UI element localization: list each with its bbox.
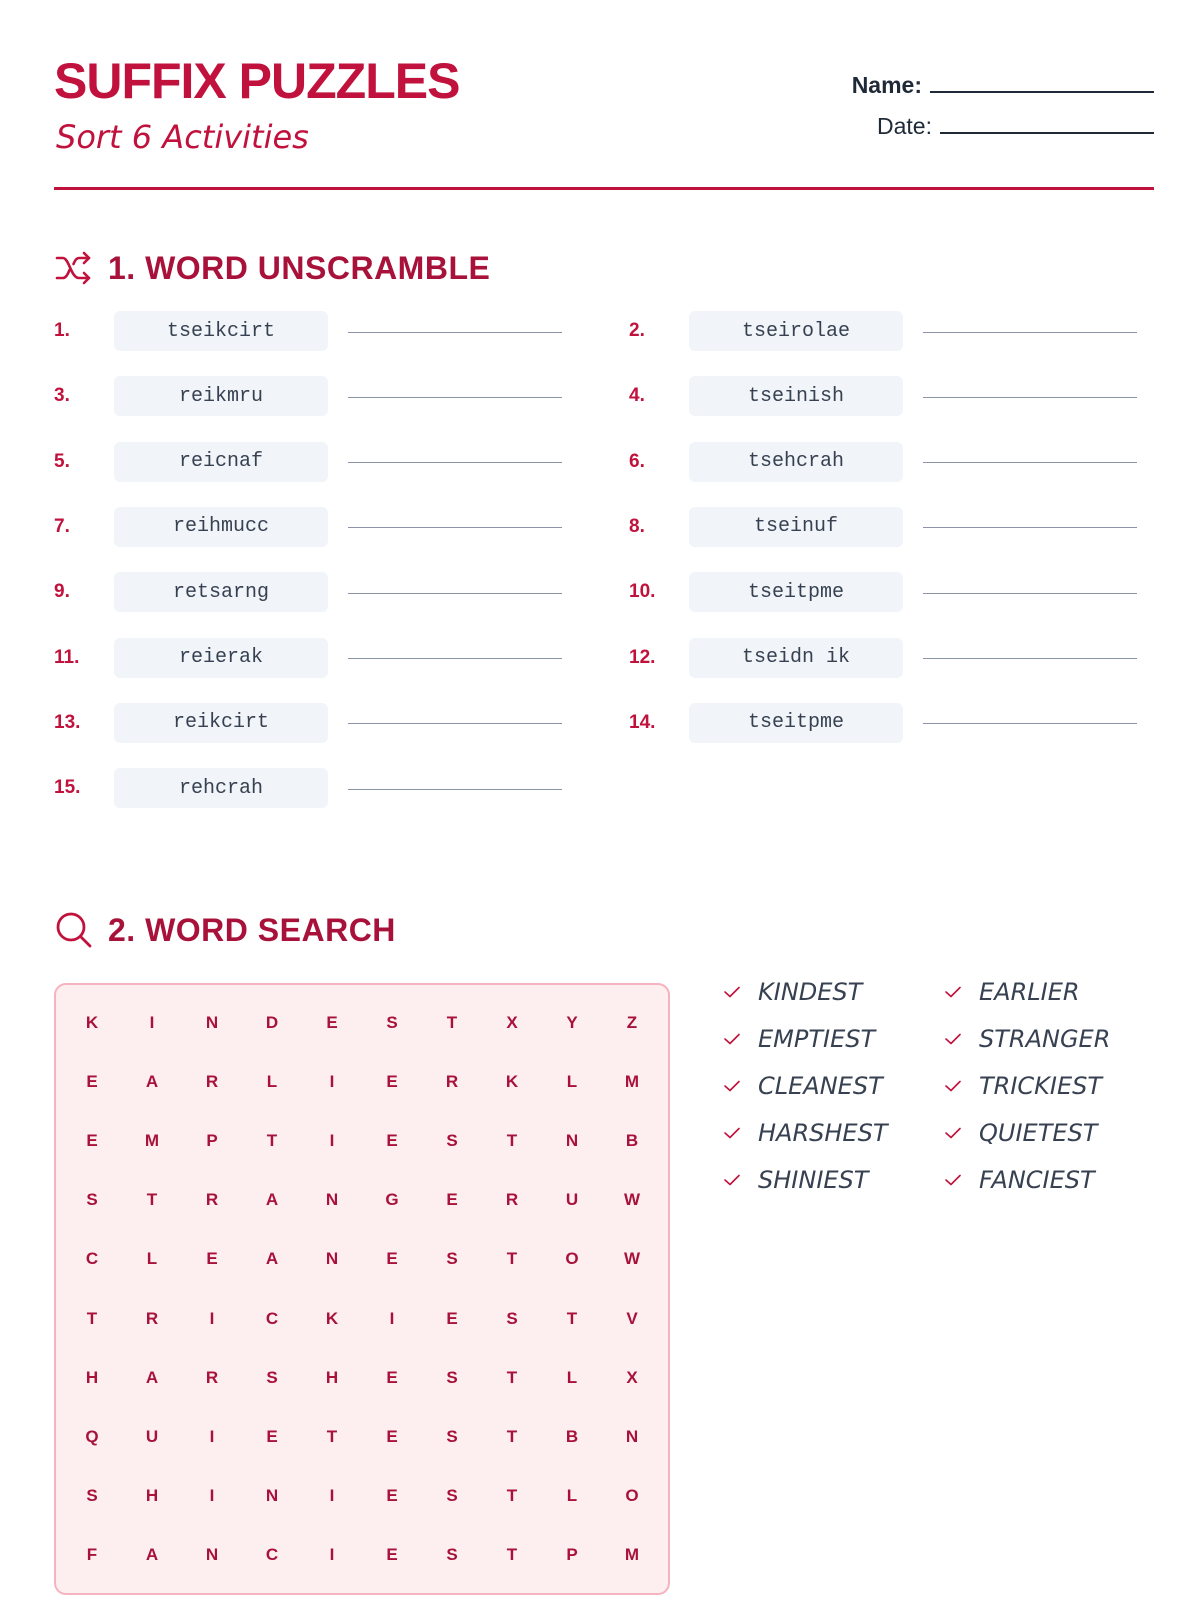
- grid-letter[interactable]: T: [86, 1308, 98, 1328]
- word-bank-text: CLEANEST: [758, 1071, 883, 1100]
- grid-letter[interactable]: L: [266, 1071, 278, 1091]
- unscramble-item: [54, 768, 562, 808]
- grid-letter[interactable]: E: [386, 1426, 398, 1446]
- unscramble-item: [54, 703, 562, 743]
- grid-letter[interactable]: E: [386, 1486, 398, 1506]
- check-icon: [945, 1080, 979, 1092]
- grid-letter[interactable]: O: [625, 1486, 639, 1506]
- word-bank-item: [724, 1025, 945, 1052]
- name-label: Name:: [851, 72, 922, 98]
- grid-letter[interactable]: I: [209, 1426, 215, 1446]
- grid-letter[interactable]: C: [85, 1249, 99, 1269]
- item-number: 9.: [54, 581, 70, 603]
- answer-line[interactable]: [923, 332, 1137, 333]
- grid-letter[interactable]: K: [325, 1308, 339, 1328]
- check-icon: [945, 986, 979, 998]
- grid-letter[interactable]: L: [566, 1367, 578, 1387]
- grid-letter[interactable]: E: [86, 1071, 98, 1091]
- grid-letter[interactable]: D: [265, 1012, 279, 1032]
- grid-letter[interactable]: T: [506, 1486, 518, 1506]
- word-bank-item: [724, 978, 945, 1005]
- unscramble-item: [629, 442, 1137, 482]
- answer-line[interactable]: [348, 658, 562, 659]
- grid-letter[interactable]: R: [205, 1190, 219, 1210]
- grid-letter[interactable]: I: [329, 1071, 335, 1091]
- item-number: 6.: [629, 450, 645, 472]
- word-bank-item: [945, 1072, 1164, 1099]
- item-number: 12.: [629, 646, 656, 668]
- grid-letter[interactable]: A: [145, 1545, 159, 1565]
- word-bank-text: SHINIEST: [758, 1165, 869, 1194]
- grid-letter[interactable]: A: [265, 1249, 279, 1269]
- grid-letter[interactable]: I: [329, 1486, 335, 1506]
- scrambled-word: reikmru: [114, 376, 328, 416]
- grid-letter[interactable]: R: [505, 1190, 519, 1210]
- scrambled-word: reierak: [114, 638, 328, 678]
- answer-line[interactable]: [348, 527, 562, 528]
- grid-letter[interactable]: I: [389, 1308, 395, 1328]
- grid-letter[interactable]: T: [506, 1426, 518, 1446]
- grid-letter[interactable]: S: [446, 1486, 458, 1506]
- item-number: 7.: [54, 515, 70, 537]
- grid-letter[interactable]: H: [85, 1367, 99, 1387]
- check-icon: [724, 1033, 758, 1045]
- grid-letter[interactable]: E: [86, 1130, 98, 1150]
- grid-letter[interactable]: T: [506, 1367, 518, 1387]
- grid-letter[interactable]: N: [565, 1130, 579, 1150]
- grid-letter[interactable]: I: [149, 1012, 155, 1032]
- date-blank-line[interactable]: [940, 118, 1154, 134]
- grid-letter[interactable]: F: [86, 1545, 98, 1565]
- grid-letter[interactable]: K: [505, 1071, 519, 1091]
- grid-letter[interactable]: X: [626, 1367, 638, 1387]
- search-icon: [54, 910, 94, 950]
- grid-letter[interactable]: C: [265, 1308, 279, 1328]
- grid-letter[interactable]: L: [566, 1486, 578, 1506]
- grid-letter[interactable]: S: [446, 1367, 458, 1387]
- grid-letter[interactable]: M: [624, 1545, 640, 1565]
- check-icon: [724, 986, 758, 998]
- word-search-grid: [54, 983, 670, 1595]
- word-bank-item: [724, 1119, 945, 1146]
- answer-line[interactable]: [348, 593, 562, 594]
- item-number: 15.: [54, 777, 81, 799]
- scrambled-word: tseikcirt: [114, 311, 328, 351]
- grid-letter[interactable]: N: [625, 1426, 639, 1446]
- answer-line[interactable]: [923, 658, 1137, 659]
- item-number: 14.: [629, 711, 656, 733]
- answer-line[interactable]: [923, 593, 1137, 594]
- answer-line[interactable]: [348, 397, 562, 398]
- grid-letter[interactable]: T: [146, 1190, 158, 1210]
- item-number: 3.: [54, 385, 70, 407]
- check-icon: [724, 1127, 758, 1139]
- unscramble-item: [54, 572, 562, 612]
- word-bank-item: [945, 1166, 1164, 1193]
- unscramble-item: [54, 311, 562, 351]
- unscramble-item: [54, 507, 562, 547]
- grid-letter[interactable]: N: [265, 1486, 279, 1506]
- word-bank-text: STRANGER: [979, 1024, 1111, 1053]
- grid-letter[interactable]: Q: [85, 1426, 99, 1446]
- word-bank-text: EARLIER: [979, 977, 1080, 1006]
- grid-letter[interactable]: W: [623, 1249, 641, 1269]
- word-bank-text: FANCIEST: [979, 1165, 1095, 1194]
- grid-letter[interactable]: N: [205, 1545, 219, 1565]
- grid-letter[interactable]: E: [386, 1545, 398, 1565]
- scrambled-word: tseirolae: [689, 311, 903, 351]
- date-label: Date:: [877, 113, 932, 139]
- grid-letter[interactable]: R: [205, 1071, 219, 1091]
- date-field[interactable]: [877, 113, 1154, 140]
- grid-letter[interactable]: N: [325, 1190, 339, 1210]
- grid-letter[interactable]: T: [326, 1426, 338, 1446]
- item-number: 13.: [54, 711, 81, 733]
- word-bank-text: EMPTIEST: [758, 1024, 876, 1053]
- scrambled-word: tseitpme: [689, 703, 903, 743]
- grid-letter[interactable]: E: [206, 1249, 218, 1269]
- grid-letter[interactable]: T: [506, 1545, 518, 1565]
- grid-letter[interactable]: R: [145, 1308, 159, 1328]
- check-icon: [724, 1080, 758, 1092]
- item-number: 8.: [629, 515, 645, 537]
- header-divider: [54, 187, 1154, 190]
- grid-letter[interactable]: S: [506, 1308, 518, 1328]
- grid-letter[interactable]: E: [386, 1249, 398, 1269]
- unscramble-item: [54, 638, 562, 678]
- word-bank-text: QUIETEST: [979, 1118, 1098, 1147]
- grid-letter[interactable]: V: [626, 1308, 638, 1328]
- grid-letter[interactable]: S: [446, 1249, 458, 1269]
- answer-line[interactable]: [923, 527, 1137, 528]
- scrambled-word: retsarng: [114, 572, 328, 612]
- grid-letter[interactable]: E: [446, 1190, 458, 1210]
- answer-line[interactable]: [923, 397, 1137, 398]
- grid-letter[interactable]: R: [205, 1367, 219, 1387]
- grid-letter[interactable]: H: [145, 1486, 159, 1506]
- grid-letter[interactable]: S: [266, 1367, 278, 1387]
- check-icon: [945, 1033, 979, 1045]
- grid-letter[interactable]: L: [146, 1249, 158, 1269]
- unscramble-item: [629, 638, 1137, 678]
- answer-line[interactable]: [923, 462, 1137, 463]
- word-bank-text: TRICKIEST: [979, 1071, 1103, 1100]
- word-bank-item: [724, 1072, 945, 1099]
- scrambled-word: tseinuf: [689, 507, 903, 547]
- scrambled-word: tseidn ik: [689, 638, 903, 678]
- unscramble-item: [629, 376, 1137, 416]
- grid-letter[interactable]: I: [329, 1545, 335, 1565]
- word-bank-text: HARSHEST: [758, 1118, 888, 1147]
- word-bank-item: [945, 1119, 1164, 1146]
- grid-letter[interactable]: U: [565, 1190, 579, 1210]
- item-number: 2.: [629, 320, 645, 341]
- grid-letter[interactable]: G: [385, 1190, 399, 1210]
- word-search-section-heading: [54, 910, 396, 950]
- item-number: 11.: [54, 646, 80, 668]
- unscramble-item: [629, 311, 1137, 351]
- answer-line[interactable]: [348, 332, 562, 333]
- grid-letter[interactable]: T: [446, 1012, 458, 1032]
- grid-letter[interactable]: T: [506, 1130, 518, 1150]
- grid-letter[interactable]: E: [266, 1426, 278, 1446]
- word-bank-text: KINDEST: [758, 977, 863, 1006]
- scrambled-word: tseitpme: [689, 572, 903, 612]
- check-icon: [945, 1174, 979, 1186]
- page-subtitle: Sort 6 Activities: [56, 118, 309, 156]
- grid-letter[interactable]: I: [209, 1308, 215, 1328]
- scrambled-word: tseinish: [689, 376, 903, 416]
- grid-letter[interactable]: M: [624, 1071, 640, 1091]
- grid-letter[interactable]: E: [386, 1071, 398, 1091]
- word-bank-item: [945, 978, 1164, 1005]
- unscramble-item: [629, 507, 1137, 547]
- check-icon: [724, 1174, 758, 1186]
- grid-letter[interactable]: E: [386, 1130, 398, 1150]
- grid-letter[interactable]: T: [506, 1249, 518, 1269]
- answer-line[interactable]: [348, 462, 562, 463]
- item-number: 4.: [629, 385, 645, 407]
- scrambled-word: reihmucc: [114, 507, 328, 547]
- grid-letter[interactable]: X: [506, 1012, 518, 1032]
- grid-letter[interactable]: P: [566, 1545, 578, 1565]
- grid-letter[interactable]: B: [625, 1130, 639, 1150]
- grid-letter[interactable]: S: [446, 1130, 458, 1150]
- unscramble-heading-text: 1. WORD UNSCRAMBLE: [108, 249, 491, 286]
- item-number: 5.: [54, 450, 70, 472]
- item-number: 10.: [629, 581, 656, 603]
- grid-letter[interactable]: U: [145, 1426, 159, 1446]
- grid-letter[interactable]: N: [205, 1012, 219, 1032]
- grid-letter[interactable]: P: [206, 1130, 218, 1150]
- grid-letter[interactable]: S: [86, 1486, 98, 1506]
- scrambled-word: tsehcrah: [689, 442, 903, 482]
- grid-letter[interactable]: W: [623, 1190, 641, 1210]
- grid-letter[interactable]: I: [329, 1130, 335, 1150]
- word-bank-item: [945, 1025, 1164, 1052]
- grid-letter[interactable]: N: [325, 1249, 339, 1269]
- answer-line[interactable]: [348, 723, 562, 724]
- unscramble-item: [54, 442, 562, 482]
- word-bank-item: [724, 1166, 945, 1193]
- check-icon: [945, 1127, 979, 1139]
- grid-letter[interactable]: O: [565, 1249, 579, 1269]
- grid-letter[interactable]: E: [446, 1308, 458, 1328]
- grid-letter[interactable]: S: [446, 1545, 458, 1565]
- item-number: 1.: [54, 320, 70, 341]
- word-search-heading-text: 2. WORD SEARCH: [108, 911, 396, 948]
- grid-letter[interactable]: K: [85, 1012, 99, 1032]
- grid-letter[interactable]: T: [566, 1308, 578, 1328]
- grid-letter[interactable]: S: [386, 1012, 398, 1032]
- scrambled-word: reicnaf: [114, 442, 328, 482]
- unscramble-section-heading: [54, 248, 490, 288]
- grid-letter[interactable]: L: [566, 1071, 578, 1091]
- grid-letter[interactable]: A: [145, 1071, 159, 1091]
- grid-letter[interactable]: E: [386, 1367, 398, 1387]
- unscramble-item: [54, 376, 562, 416]
- page-title: SUFFIX PUZZLES: [54, 53, 460, 109]
- unscramble-item: [629, 572, 1137, 612]
- word-bank: [724, 978, 1164, 1193]
- grid-letter[interactable]: Y: [566, 1012, 578, 1032]
- grid-letter[interactable]: B: [565, 1426, 579, 1446]
- grid-letter[interactable]: S: [446, 1426, 458, 1446]
- grid-letter[interactable]: C: [265, 1545, 279, 1565]
- grid-letter[interactable]: T: [266, 1130, 278, 1150]
- grid-letter[interactable]: S: [86, 1190, 98, 1210]
- grid-letter[interactable]: A: [145, 1367, 159, 1387]
- shuffle-icon: [54, 248, 94, 288]
- grid-letter[interactable]: E: [326, 1012, 338, 1032]
- name-field[interactable]: [852, 72, 1154, 99]
- scrambled-word: rehcrah: [114, 768, 328, 808]
- grid-letter[interactable]: Z: [626, 1012, 638, 1032]
- answer-line[interactable]: [923, 723, 1137, 724]
- name-blank-line[interactable]: [930, 77, 1154, 93]
- grid-letter[interactable]: H: [325, 1367, 339, 1387]
- scrambled-word: reikcirt: [114, 703, 328, 743]
- grid-letter[interactable]: R: [445, 1071, 459, 1091]
- grid-letter[interactable]: A: [265, 1190, 279, 1210]
- unscramble-item: [629, 703, 1137, 743]
- answer-line[interactable]: [348, 789, 562, 790]
- grid-letter[interactable]: I: [209, 1486, 215, 1506]
- grid-letter[interactable]: M: [144, 1130, 160, 1150]
